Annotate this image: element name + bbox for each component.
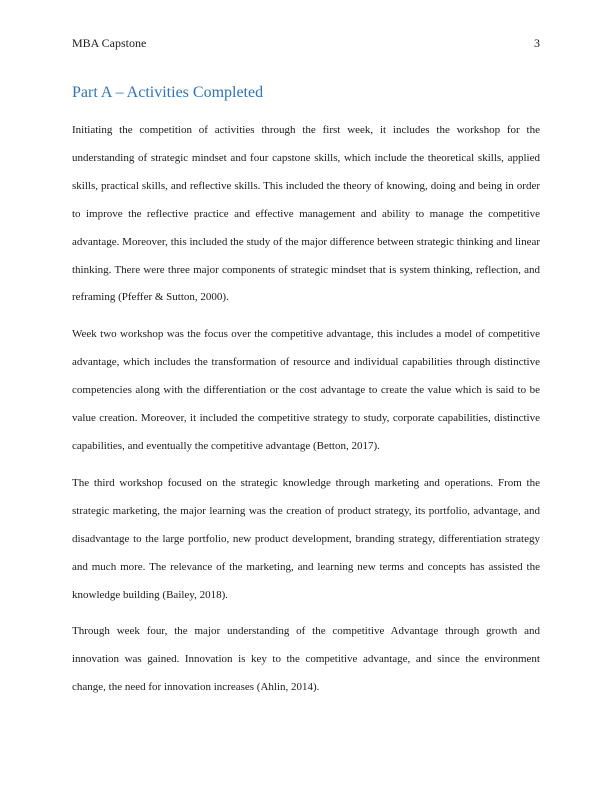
paragraph-week-two: Week two workshop was the focus over the competitive advantage, this includes a model of competitive advantage, which includes the transformation of resource and individual capabilities through distinctive competencies along with the differentiation or the cost advantage to create the value which is said to be value creation. Moreover, it included the competitive strategy to study, corporate capabilities, distinctive capabilities, and eventually the competitive advantage (Betton, 2017). [72, 328, 540, 452]
body-text [72, 117, 540, 711]
section-heading: Part A – Activities Completed [72, 84, 264, 101]
page-header [72, 35, 540, 51]
paragraph-week-three: The third workshop focused on the strategic knowledge through marketing and operations. From the strategic marketing, the major learning was the creation of product strategy, its portfolio, advantage, and disadvantage to the large portfolio, new product development, branding strategy, differentiation strategy and much more. The relevance of the marketing, and learning new terms and concepts has assisted the knowledge building (Bailey, 2018). [72, 476, 540, 601]
paragraph-week-four: Through week four, the major understanding of the competitive Advantage through growth and innovation was gained. Innovation is key to the competitive advantage, and since the environment change, the need for innovation increases (Ahlin, 2014). [72, 625, 540, 694]
running-head: MBA Capstone [72, 36, 147, 50]
paragraph-week-one: Initiating the competition of activities through the first week, it includes the workshop for the understanding of strategic mindset and four capstone skills, which include the theoretical skills, applied skills, practical skills, and reflective skills. This included the theory of knowing, doing and being in order to improve the reflective practice and effective management and ability to manage the competitive advantage. Moreover, this included the study of the major difference between strategic thinking and linear thinking. There were three major components of strategic mindset that is system thinking, reflection, and reframing (Pfeffer & Sutton, 2000). [72, 124, 540, 304]
page-number: 3 [534, 36, 540, 50]
